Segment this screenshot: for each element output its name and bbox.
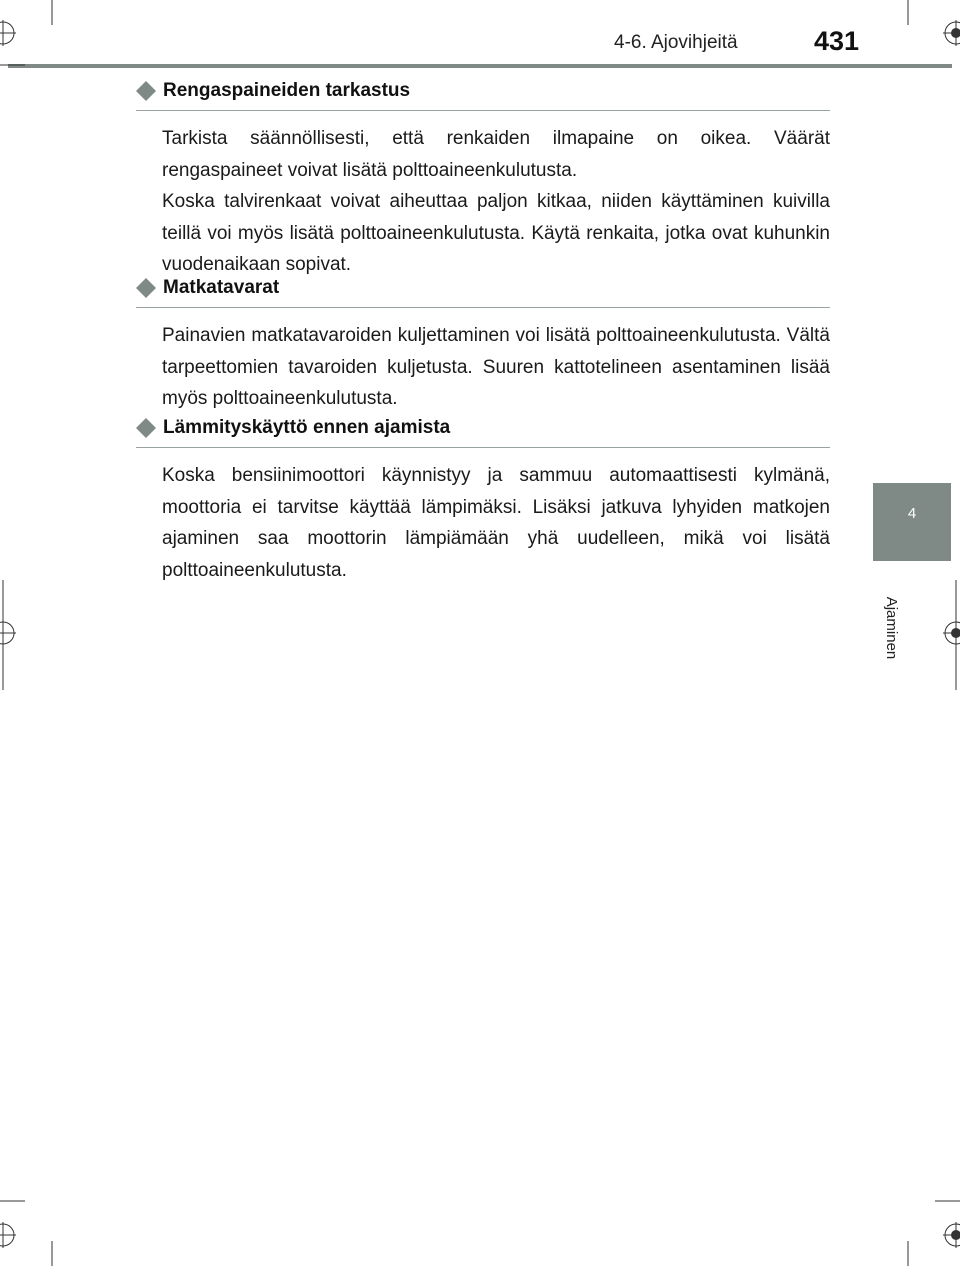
chapter-label: Ajaminen xyxy=(883,596,900,660)
paragraph: Painavien matkatavaroiden kuljettaminen voi lisätä polttoaineenkulutusta. Vältä tarpeettomien tavaroiden kuljetusta. Suuren kattotelineen asentaminen lisää myös polttoaineenkulutusta. xyxy=(162,325,830,409)
header-section-title: 4-6. Ajovihjeitä xyxy=(614,32,738,53)
crosshair-icon xyxy=(0,20,16,46)
section-title: Rengaspaineiden tarkastus xyxy=(163,80,411,101)
section-title: Lämmityskäyttö ennen ajamista xyxy=(163,417,451,438)
paragraph: Tarkista säännöllisesti, että renkaiden ilmapaine on oikea. Väärät rengaspaineet voivat lisätä polttoaineenkulutusta. xyxy=(162,128,830,181)
chapter-number: 4 xyxy=(907,505,917,522)
paragraph: Koska talvirenkaat voivat aiheuttaa paljon kitkaa, niiden käyttäminen kuivilla teillä voi myös lisätä polttoaineenkulutusta. Käytä renkaita, jotka ovat kuhunkin vuodenaikaan sopivat. xyxy=(162,191,830,275)
crosshair-icon xyxy=(0,1222,16,1248)
section-title: Matkatavarat xyxy=(163,277,280,298)
crosshair-icon xyxy=(0,580,16,690)
page-number: 431 xyxy=(814,26,860,56)
paragraph: Koska bensiinimoottori käynnistyy ja sammuu automaattisesti kylmänä, moottoria ei tarvitse käyttää lämpimäksi. Lisäksi jatkuva lyhyiden matkojen ajaminen saa moottorin lämpiämään yhä uudelleen, mikä voi lisätä polttoaineenkulutusta. xyxy=(162,465,830,581)
